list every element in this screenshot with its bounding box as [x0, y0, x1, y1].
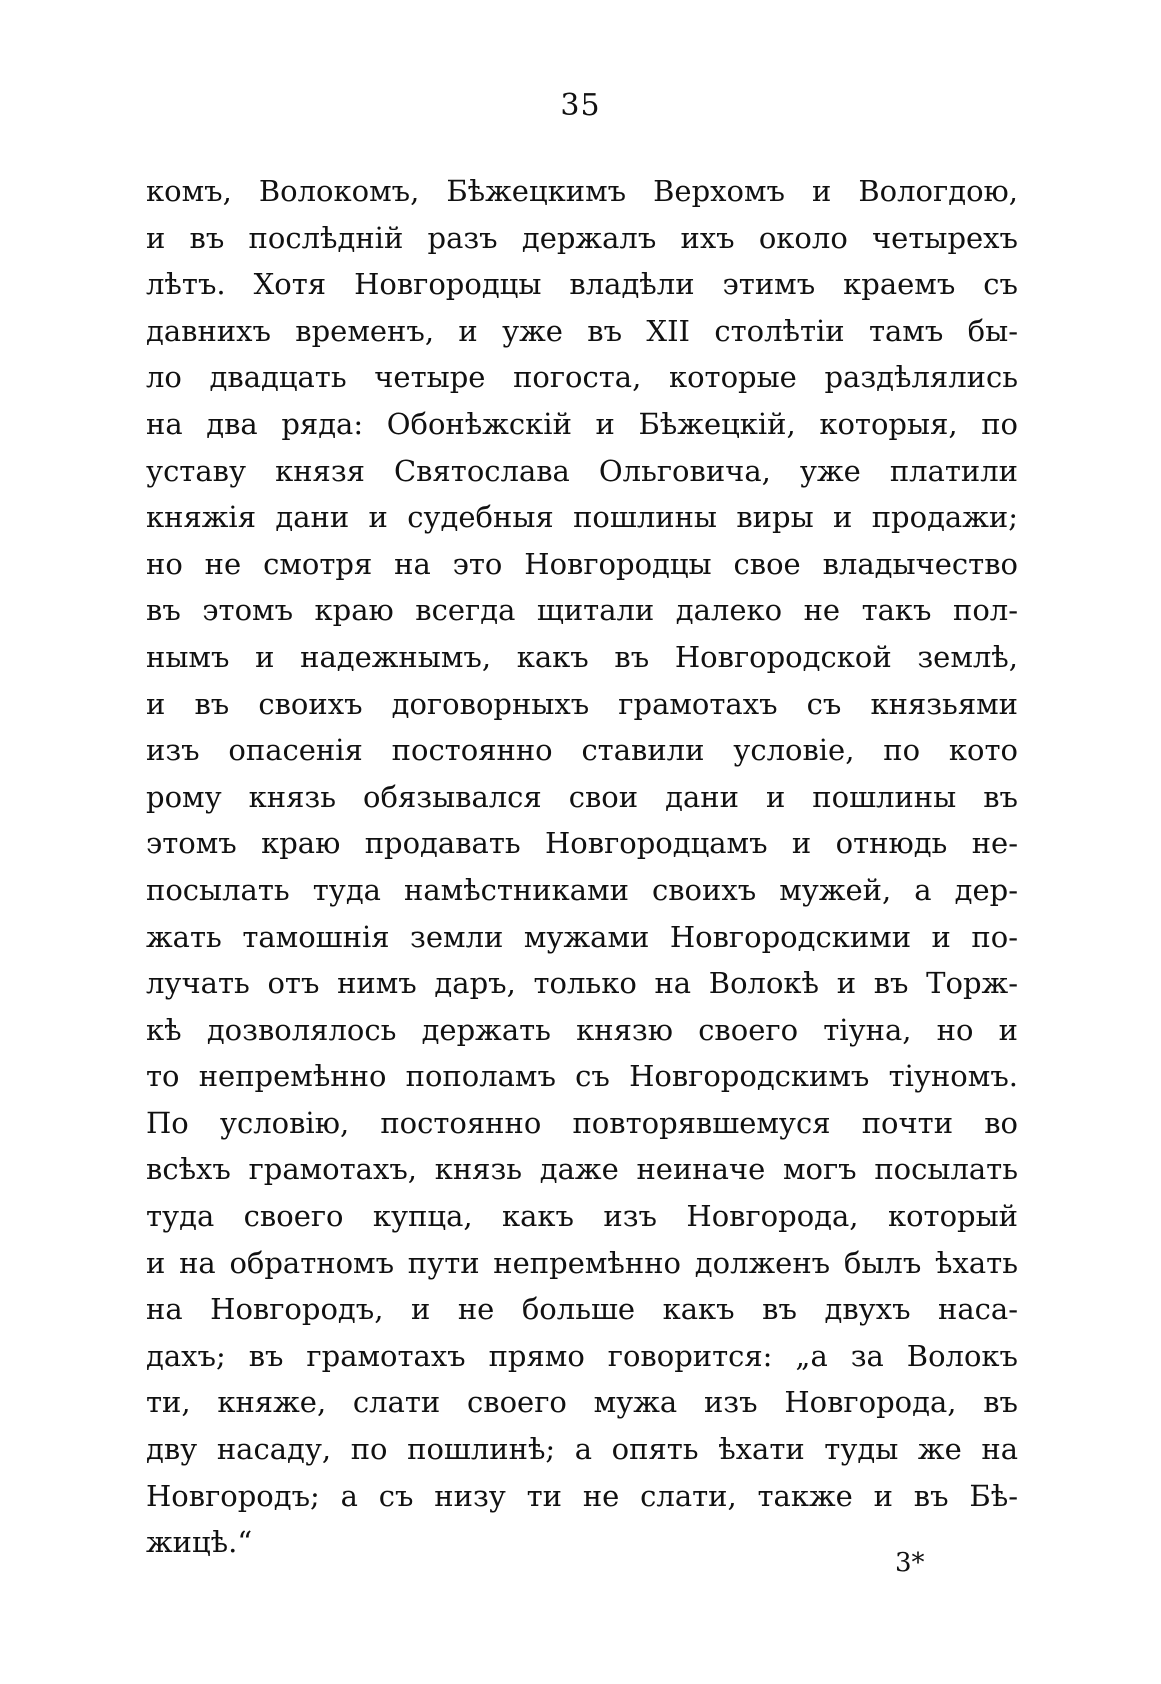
signature-mark: 3*	[895, 1548, 925, 1578]
text-line: рому князь обязывался свои дани и пошлины въ	[146, 779, 1018, 814]
text-line: По условію, постоянно повторявшемуся почти во	[146, 1105, 1018, 1140]
text-line: ти, княже, слати своего мужа изъ Новгорода, въ	[146, 1385, 1018, 1420]
text-line: княжія дани и судебныя пошлины виры и продажи;	[146, 500, 1018, 535]
text-line: комъ, Волокомъ, Бѣжецкимъ Верхомъ и Вологдою,	[146, 174, 1018, 208]
text-line: и въ послѣдній разъ держалъ ихъ около четырехъ	[146, 220, 1018, 255]
text-line: кѣ дозволялось держать князю своего тіуна, но и	[146, 1012, 1018, 1047]
text-line: то непремѣнно пополамъ съ Новгородскимъ тіуномъ.	[146, 1059, 1018, 1094]
text-line: жать тамошнія земли мужами Новгородскими и по-	[146, 919, 1018, 954]
text-line: дву насаду, по пошлинѣ; а опять ѣхати туды же на	[146, 1432, 1018, 1467]
text-line: всѣхъ грамотахъ, князь даже неиначе могъ посылать	[146, 1152, 1018, 1187]
text-line: дахъ; въ грамотахъ прямо говорится: „а за Волокъ	[146, 1338, 1018, 1373]
text-line: лѣтъ. Хотя Новгородцы владѣли этимъ краемъ съ	[146, 267, 1018, 302]
body-text	[146, 168, 1018, 1566]
text-line: давнихъ временъ, и уже въ XII столѣтіи тамъ бы-	[146, 313, 1018, 348]
text-line: на два ряда: Обонѣжскій и Бѣжецкій, которыя, по	[146, 406, 1018, 441]
text-line: и въ своихъ договорныхъ грамотахъ съ князьями	[146, 686, 1018, 721]
text-line: туда своего купца, какъ изъ Новгорода, который	[146, 1199, 1018, 1234]
text-line: жицѣ.“	[146, 1525, 253, 1560]
text-line: на Новгородъ, и не больше какъ въ двухъ наса-	[146, 1292, 1018, 1327]
text-line: нымъ и надежнымъ, какъ въ Новгородской землѣ,	[146, 639, 1018, 674]
text-line: ло двадцать четыре погоста, которые раздѣлялись	[146, 360, 1018, 395]
text-line: этомъ краю продавать Новгородцамъ и отнюдь не-	[146, 826, 1018, 861]
text-line: лучать отъ нимъ даръ, только на Волокѣ и въ Торж-	[146, 966, 1018, 1001]
text-line: въ этомъ краю всегда щитали далеко не такъ пол-	[146, 593, 1018, 628]
page-number: 35	[560, 88, 601, 123]
text-line: и на обратномъ пути непремѣнно долженъ былъ ѣхать	[146, 1245, 1018, 1280]
text-line: уставу князя Святослава Ольговича, уже платили	[146, 453, 1018, 488]
text-line: но не смотря на это Новгородцы свое владычество	[146, 546, 1018, 581]
text-line: посылать туда намѣстниками своихъ мужей, а дер-	[146, 872, 1018, 907]
text-line: Новгородъ; а съ низу ти не слати, также и въ Бѣ-	[146, 1478, 1018, 1513]
text-line: изъ опасенія постоянно ставили условіе, по кото	[146, 733, 1018, 768]
